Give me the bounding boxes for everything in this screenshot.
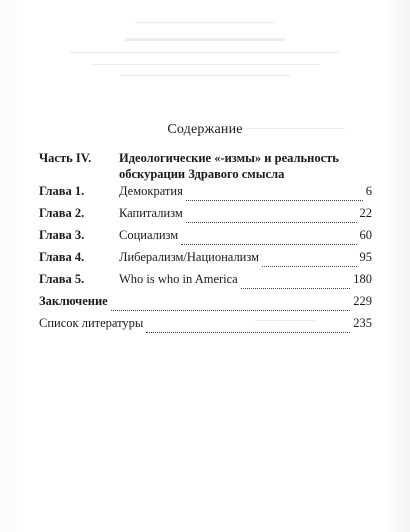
chapter-label: Глава 1. [39,184,85,198]
dot-leader [262,256,356,267]
page-number: 180 [353,272,372,286]
page-number: 60 [359,228,372,242]
conclusion-title: Заключение [39,294,108,308]
part-number: Часть IV. [39,151,92,165]
chapter-label: Глава 2. [39,206,85,220]
page-number: 6 [365,184,372,198]
contents-heading: Содержание [167,122,243,137]
toc-entry-conclusion[interactable] [39,294,372,316]
chapter-label: Глава 3. [39,228,85,242]
part-heading [39,150,369,182]
toc-entry-chapter-4[interactable] [39,250,372,272]
toc-entry-chapter-3[interactable] [39,228,372,250]
chapter-title: Демократия [119,184,183,198]
show-through-text [0,16,410,30]
page-number: 235 [353,316,372,330]
page-number: 229 [353,294,372,308]
dot-leader [186,190,363,201]
dot-leader [181,234,356,245]
references-title: Список литературы [39,316,144,330]
show-through-line [70,52,340,53]
chapter-title: Who is who in America [119,272,238,286]
chapter-title: Капитализм [119,206,183,220]
show-through-line [90,64,320,65]
chapter-title: Либерализм/Национализм [119,250,260,264]
part-title-line1: Идеологические «-измы» и реальность [119,151,339,165]
chapter-title: Социализм [119,228,179,242]
toc-list [39,184,372,338]
dot-leader [186,212,357,223]
chapter-label: Глава 5. [39,272,85,286]
toc-entry-chapter-5[interactable] [39,272,372,294]
toc-entry-references[interactable] [39,316,372,338]
toc-entry-chapter-1[interactable] [39,184,372,206]
show-through-line [120,75,290,76]
page-number: 22 [359,206,372,220]
show-through-line [135,22,275,23]
chapter-label: Глава 4. [39,250,85,264]
dot-leader [241,278,351,289]
toc-entry-chapter-2[interactable] [39,206,372,228]
part-title-line2: обскурации Здравого смысла [119,167,285,181]
show-through-line [125,38,285,41]
page-number: 95 [359,250,372,264]
dot-leader [111,300,351,311]
dot-leader [146,322,350,333]
